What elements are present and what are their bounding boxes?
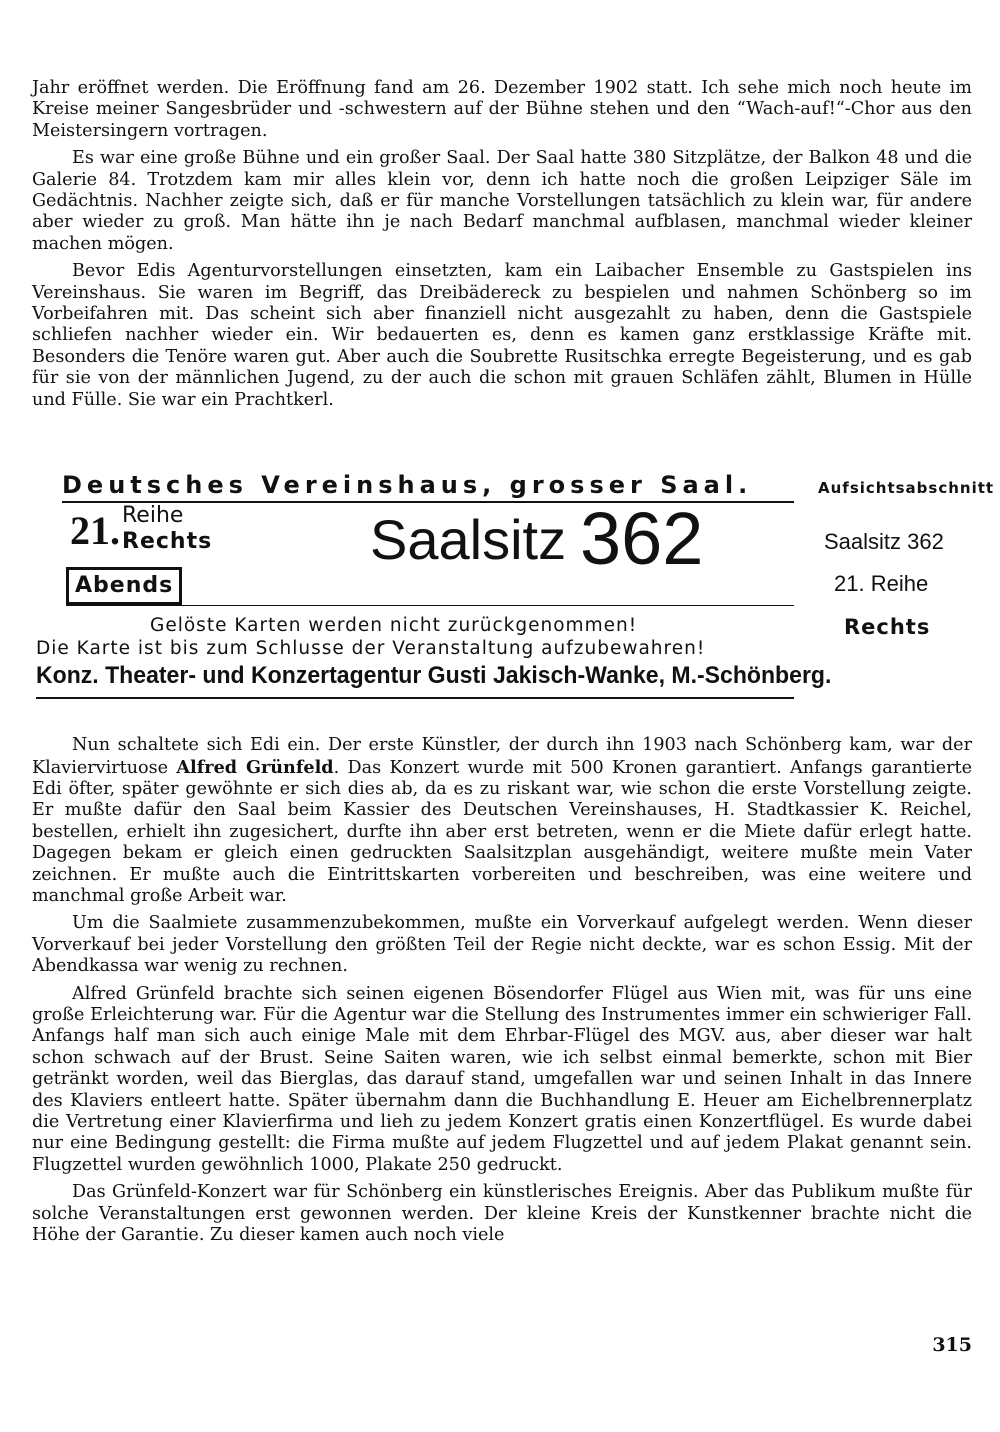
ticket-seat-number: 362 — [580, 497, 704, 581]
ticket-divider — [66, 605, 794, 606]
ticket-header: Deutsches Vereinshaus, grosser Saal. — [62, 471, 794, 503]
ticket-session-badge: Abends — [66, 567, 182, 605]
ticket-note-no-returns: Gelöste Karten werden nicht zurückgenommen! — [150, 615, 638, 637]
ticket-stub-side: Rechts — [844, 615, 931, 640]
ticket-seat-label: Saalsitz — [370, 508, 567, 572]
page-number: 315 — [932, 1334, 972, 1356]
ticket-bottom-rule — [36, 697, 794, 699]
paragraph-gruenfeld-intro-after: . Das Konzert wurde mit 500 Kronen garantiert. Anfangs garantierte Edi öfter, später gewöhnte er sich dies ab, da es zu riskant war, wie schon die erste Vorstellung zeigte. Er mußte dafür den Saal beim Kassier des Deutschen Vereinshauses, H. Stadtkassier K. Reichel, bestellen, erhielt ihn zugesichert, durfte ihn aber erst betreten, wenn er die Miete dafür erlegt hatte. Dagegen bekam er gleich einen gedruckten Saalsitzplan ausgehändigt, weitere mußte mein Vater zeichnen. Er mußte auch die Eintrittskarten vorbereiten und beschreiben, was eine weitere und manchmal große Arbeit war. — [32, 757, 973, 906]
ticket-image — [32, 463, 995, 735]
ticket-stub-seat: Saalsitz 362 — [824, 529, 944, 555]
ticket-stub-title: Aufsichtsabschnitt — [818, 479, 995, 498]
ticket-side: Rechts — [122, 529, 213, 555]
ticket-note-keep-ticket: Die Karte ist bis zum Schlusse der Veranstaltung aufzubewahren! — [36, 638, 706, 660]
ticket-row-word: Reihe — [122, 503, 184, 529]
paragraph-presale: Um die Saalmiete zusammenzubekommen, mußte ein Vorverkauf aufgelegt werden. Wenn dieser Vorverkauf bei jeder Vorstellung den größten Teil der Regie nicht deckte, war es schon Essig. Mit der Abendkassa war wenig zu rechnen. — [32, 913, 972, 977]
paragraph-piano: Alfred Grünfeld brachte sich seinen eigenen Bösendorfer Flügel aus Wien mit, was für uns eine große Erleichterung war. Für die Agentur war die Stellung des Instrumentes immer ein schwieriger Fall. Anfangs half man sich auch einige Male mit dem Ehrbar-Flügel des MGV. aus, aber dieser war halt schon schwach auf der Brust. Seine Saiten waren, wie ich selbst einmal bemerkte, schon mit Bier getränkt worden, weil das Bierglas, das darauf stand, umgefallen war und seinen Inhalt in das Innere des Klaviers entleert hatte. Später übernahm dann die Buchhandlung E. Heuer am Eichelbrennerplatz die Vertretung einer Klavierfirma und lieh zu jedem Konzert gratis einen Konzertflügel. Es wurde dabei nur eine Bedingung gestellt: die Firma mußte auf jedem Flugzettel und auf jedem Plakat genannt sein. Flugzettel wurden gewöhnlich 1000, Plakate 250 gedruckt. — [32, 983, 972, 1175]
page-body — [32, 78, 995, 1252]
paragraph-laibach-ensemble: Bevor Edis Agenturvorstellungen einsetzten, kam ein Laibacher Ensemble zu Gastspielen ins Vereinshaus. Sie waren im Begriff, das Dreibädereck zu bespielen und nahmen Schönberg so im Vorbeifahren mit. Das scheint sich aber finanziell nicht ausgezahlt zu haben, denn die Gastspiele schliefen nachher wieder ein. Wir bedauerten es, denn es kamen ganz erstklassige Kräfte mit. Besonders die Tenöre waren gut. Aber auch die Soubrette Rusitschka erregte Begeisterung, und es gab für sie von der männlichen Jugend, zu der auch die schon mit grauen Schläfen zählt, Blumen in Hülle und Fülle. Sie war ein Prachtkerl. — [32, 261, 972, 410]
ticket-agency: Konz. Theater- und Konzertagentur Gusti Jakisch-Wanke, M.-Schönberg. — [36, 662, 832, 690]
ticket-stub-row: 21. Reihe — [834, 571, 929, 597]
paragraph-gruenfeld-intro — [32, 735, 972, 907]
paragraph-opening: Jahr eröffnet werden. Die Eröffnung fand am 26. Dezember 1902 statt. Ich sehe mich noch heute im Kreise meiner Sangesbrüder und -schwestern auf der Bühne stehen und den “Wach-auf!“-Chor aus den Meistersingern vortragen. — [32, 78, 972, 141]
paragraph-concert-event: Das Grünfeld-Konzert war für Schönberg ein künstlerisches Ereignis. Aber das Publikum mußte für solche Veranstaltungen erst gewonnen werden. Der kleine Kreis der Kunstkenner brachte nicht die Höhe der Garantie. Zu dieser kamen auch noch viele — [32, 1182, 972, 1246]
paragraph-gruenfeld-intro-before: Nun schaltete sich Edi ein. Der erste Künstler, der durch ihn 1903 nach Schönberg kam, war der Klaviervirtuose — [32, 735, 972, 778]
paragraph-hall: Es war eine große Bühne und ein großer Saal. Der Saal hatte 380 Sitzplätze, der Balkon 48 und die Galerie 84. Trotzdem kam mir alles klein vor, denn ich hatte noch die großen Leipziger Säle im Gedächtnis. Nachher zeigte sich, daß er für manche Vorstellungen tatsächlich zu klein war, für andere aber wieder zu groß. Man hätte ihn je nach Bedarf manchmal aufblasen, manchmal wieder kleiner machen mögen. — [32, 148, 972, 254]
pianist-name: Alfred Grünfeld — [176, 756, 334, 778]
ticket-row-number: 21. — [70, 508, 120, 554]
